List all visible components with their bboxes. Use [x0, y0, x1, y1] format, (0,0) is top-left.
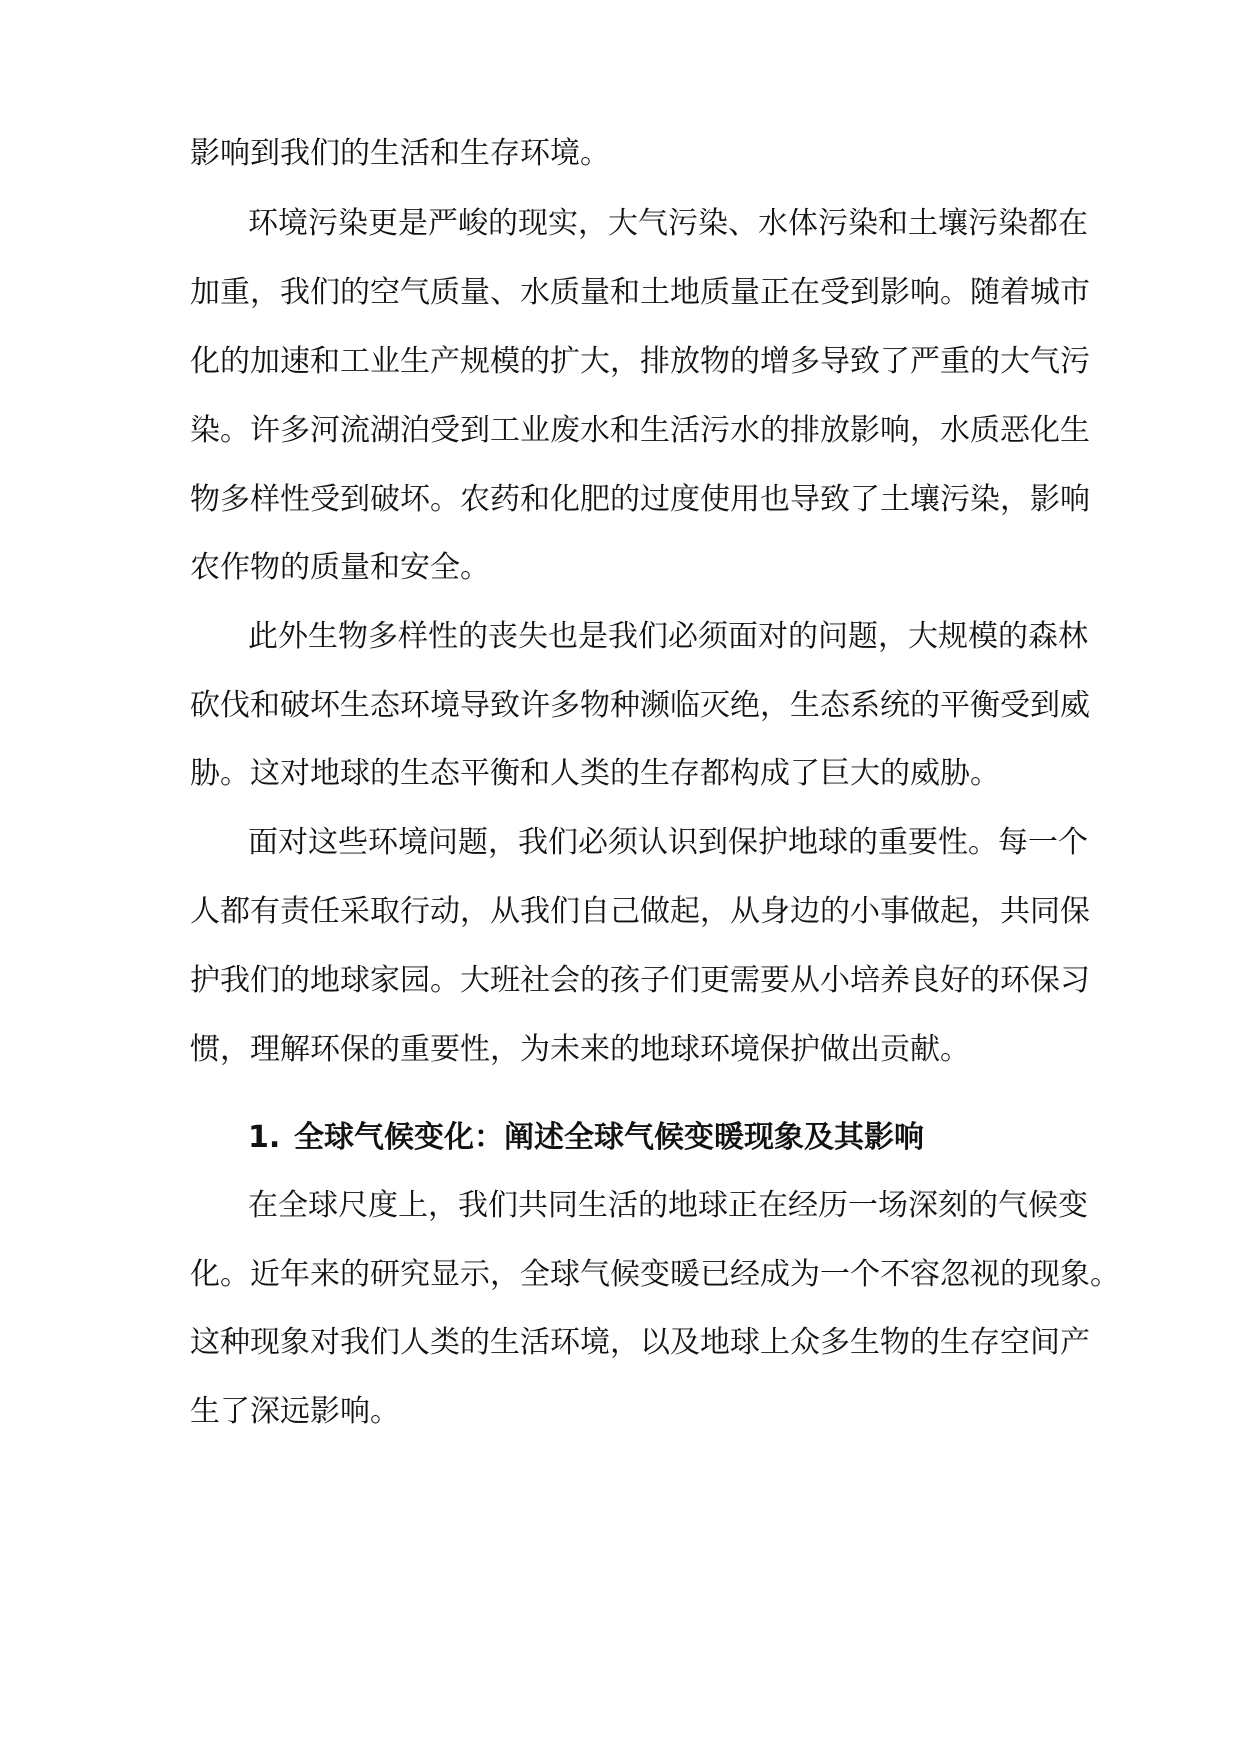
paragraph-line: 护我们的地球家园。大班社会的孩子们更需要从小培养良好的环保习	[190, 963, 1090, 998]
paragraph-line: 环境污染更是严峻的现实，大气污染、水体污染和土壤污染都在	[248, 206, 1088, 241]
paragraph-line: 人都有责任采取行动，从我们自己做起，从身边的小事做起，共同保	[190, 894, 1090, 929]
paragraph-line: 农作物的质量和安全。	[190, 550, 490, 585]
section-heading	[248, 1118, 924, 1158]
paragraph-line: 此外生物多样性的丧失也是我们必须面对的问题，大规模的森林	[248, 619, 1088, 654]
paragraph-line: 染。许多河流湖泊受到工业废水和生活污水的排放影响，水质恶化生	[190, 413, 1090, 448]
paragraph-line: 砍伐和破坏生态环境导致许多物种濒临灭绝，生态系统的平衡受到威	[190, 688, 1090, 723]
paragraph-line: 生了深远影响。	[190, 1394, 400, 1429]
paragraph-line: 胁。这对地球的生态平衡和人类的生存都构成了巨大的威胁。	[190, 756, 1000, 791]
paragraph-line: 化。近年来的研究显示，全球气候变暖已经成为一个不容忽视的现象。	[190, 1257, 1120, 1292]
paragraph-line: 惯，理解环保的重要性，为未来的地球环境保护做出贡献。	[190, 1032, 970, 1067]
paragraph-line: 加重，我们的空气质量、水质量和土地质量正在受到影响。随着城市	[190, 275, 1090, 310]
paragraph-line: 在全球尺度上，我们共同生活的地球正在经历一场深刻的气候变	[248, 1188, 1088, 1223]
paragraph-line: 影响到我们的生活和生存环境。	[190, 136, 610, 171]
paragraph-line: 物多样性受到破坏。农药和化肥的过度使用也导致了土壤污染，影响	[190, 482, 1090, 517]
paragraph-line: 化的加速和工业生产规模的扩大，排放物的增多导致了严重的大气污	[190, 344, 1090, 379]
paragraph-line: 面对这些环境问题，我们必须认识到保护地球的重要性。每一个	[248, 825, 1088, 860]
section-heading-text: 全球气候变化：阐述全球气候变暖现象及其影响	[294, 1120, 924, 1155]
paragraph-line: 这种现象对我们人类的生活环境，以及地球上众多生物的生存空间产	[190, 1325, 1090, 1360]
section-heading-number: 1.	[248, 1120, 281, 1155]
